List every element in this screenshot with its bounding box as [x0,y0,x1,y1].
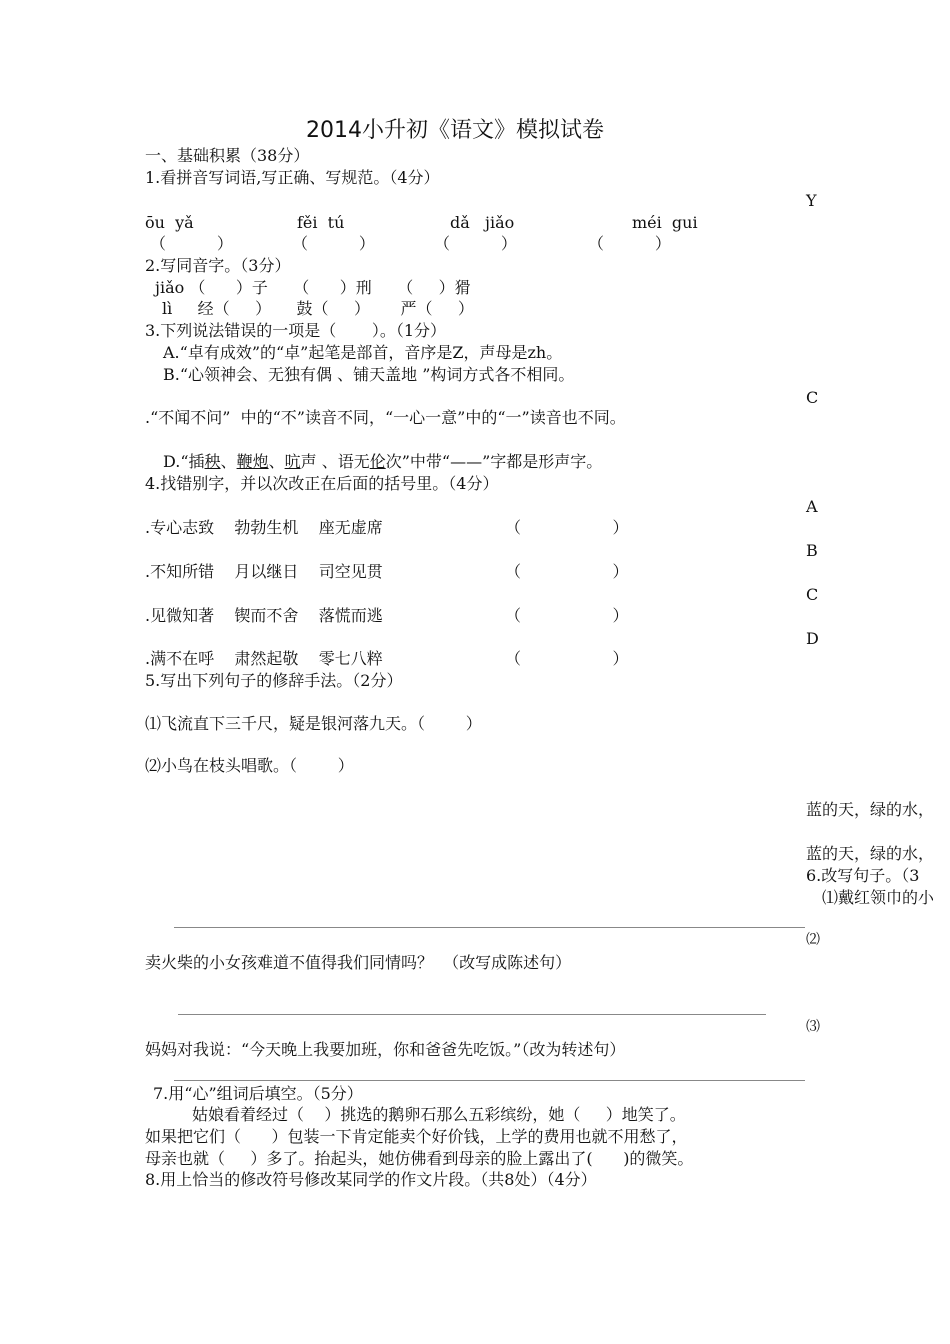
homophone-row-1: jiǎo （ ）子 （ ）刑 （ ）猾 [155,278,471,297]
fill-in-paragraph-line: 母亲也就（ ）多了。抬起头，她仿佛看到母亲的脸上露出了( )的微笑。 [145,1149,694,1168]
answer-blank[interactable]: （ ） [505,606,629,625]
rhetoric-sentence-2: ⑵小鸟在枝头唱歌。（ ） [145,756,354,775]
question-7-heading: 7.用“心”组词后填空。（5分） [153,1084,363,1103]
rewrite-sentence-3: 妈妈对我说：“今天晚上我要加班，你和爸爸先吃饭。”（改为转述句） [145,1040,626,1059]
option-a: A.“卓有成效”的“卓”起笔是部首，音序是Z，声母是zh。 [163,343,563,362]
answer-blank[interactable]: （ ） [434,234,517,253]
question-3-heading: 3.下列说法错误的一项是（ ）。（1分） [145,321,447,340]
pinyin-4: méi gui [632,213,698,232]
answer-line[interactable] [178,1014,766,1015]
pinyin-1: ōu yǎ [145,213,194,232]
answer-blank[interactable]: （ ） [505,649,629,668]
question-6-heading: 6.改写句子。（3 [806,866,920,885]
margin-letter: C [806,388,819,407]
question-4-heading: 4.找错别字，并以次改正在后面的括号里。（4分） [145,474,499,493]
underlined-word: 鞭炮 [236,452,269,471]
margin-letter: A [806,497,818,516]
pinyin-3: dǎ jiǎo [450,213,515,232]
option-b: B.“心领神会、无独有偶 、铺天盖地 ”构词方式各不相同。 [163,365,575,384]
option-d: D.“插秧、鞭炮、吭声 、语无伦次”中带“——”字都是形声字。 [163,452,603,471]
fill-in-paragraph-line: 如果把它们（ ）包装一下肯定能卖个好价钱，上学的费用也就不用愁了， [145,1127,688,1146]
typo-row: .满不在呼 肃然起敬 零七八粹 [145,649,383,668]
margin-letter: D [806,629,819,648]
typo-row: .专心志致 勃勃生机 座无虚席 [145,518,383,537]
question-1-heading: 1.看拼音写词语,写正确、写规范。（4分） [145,168,440,187]
answer-line[interactable] [174,927,805,928]
rewrite-sentence-2: 卖火柴的小女孩难道不值得我们同情吗？ （改写成陈述句） [145,953,572,972]
answer-blank[interactable]: （ ） [505,562,629,581]
answer-blank[interactable]: （ ） [588,234,671,253]
margin-number: ⑵ [806,932,820,948]
underlined-word: 秧 [204,452,221,471]
margin-letter: Y [806,191,817,210]
answer-blank[interactable]: （ ） [150,234,233,253]
typo-row: .不知所错 月以继日 司空见贯 [145,562,383,581]
margin-number: ⑶ [806,1019,820,1035]
typo-row: .见微知著 锲而不舍 落慌而逃 [145,606,383,625]
margin-letter: B [806,541,818,560]
underlined-word: 吭 [284,452,301,471]
margin-fragment: 蓝的天，绿的水， [806,844,935,863]
pinyin-2: fěi tú [297,213,345,232]
option-c: .“不闻不问” 中的“不”读音不同，“一心一意”中的“一”读音也不同。 [145,408,626,427]
question-8-heading: 8.用上恰当的修改符号修改某同学的作文片段。（共8处）（4分） [145,1170,597,1189]
fill-in-paragraph-line: 姑娘看着经过（ ）挑选的鹅卵石那么五彩缤纷，她（ ）地笑了。 [192,1105,686,1124]
question-5-heading: 5.写出下列句子的修辞手法。（2分） [145,671,403,690]
homophone-row-2: lì 经（ ） 鼓（ ） 严（ ） [162,299,474,318]
margin-fragment: ⑴戴红领巾的小 [822,888,935,907]
question-2-heading: 2.写同音字。（3分） [145,256,291,275]
rhetoric-sentence-1: ⑴飞流直下三千尺，疑是银河落九天。（ ） [145,714,482,733]
page-title: 2014小升初《语文》模拟试卷 [306,118,604,143]
answer-line[interactable] [174,1080,805,1081]
margin-fragment: 蓝的天，绿的水， [806,800,935,819]
margin-letter: C [806,585,819,604]
section-heading: 一、基础积累（38分） [145,146,310,165]
answer-blank[interactable]: （ ） [505,518,629,537]
answer-blank[interactable]: （ ） [292,234,375,253]
underlined-word: 伦 [369,452,386,471]
